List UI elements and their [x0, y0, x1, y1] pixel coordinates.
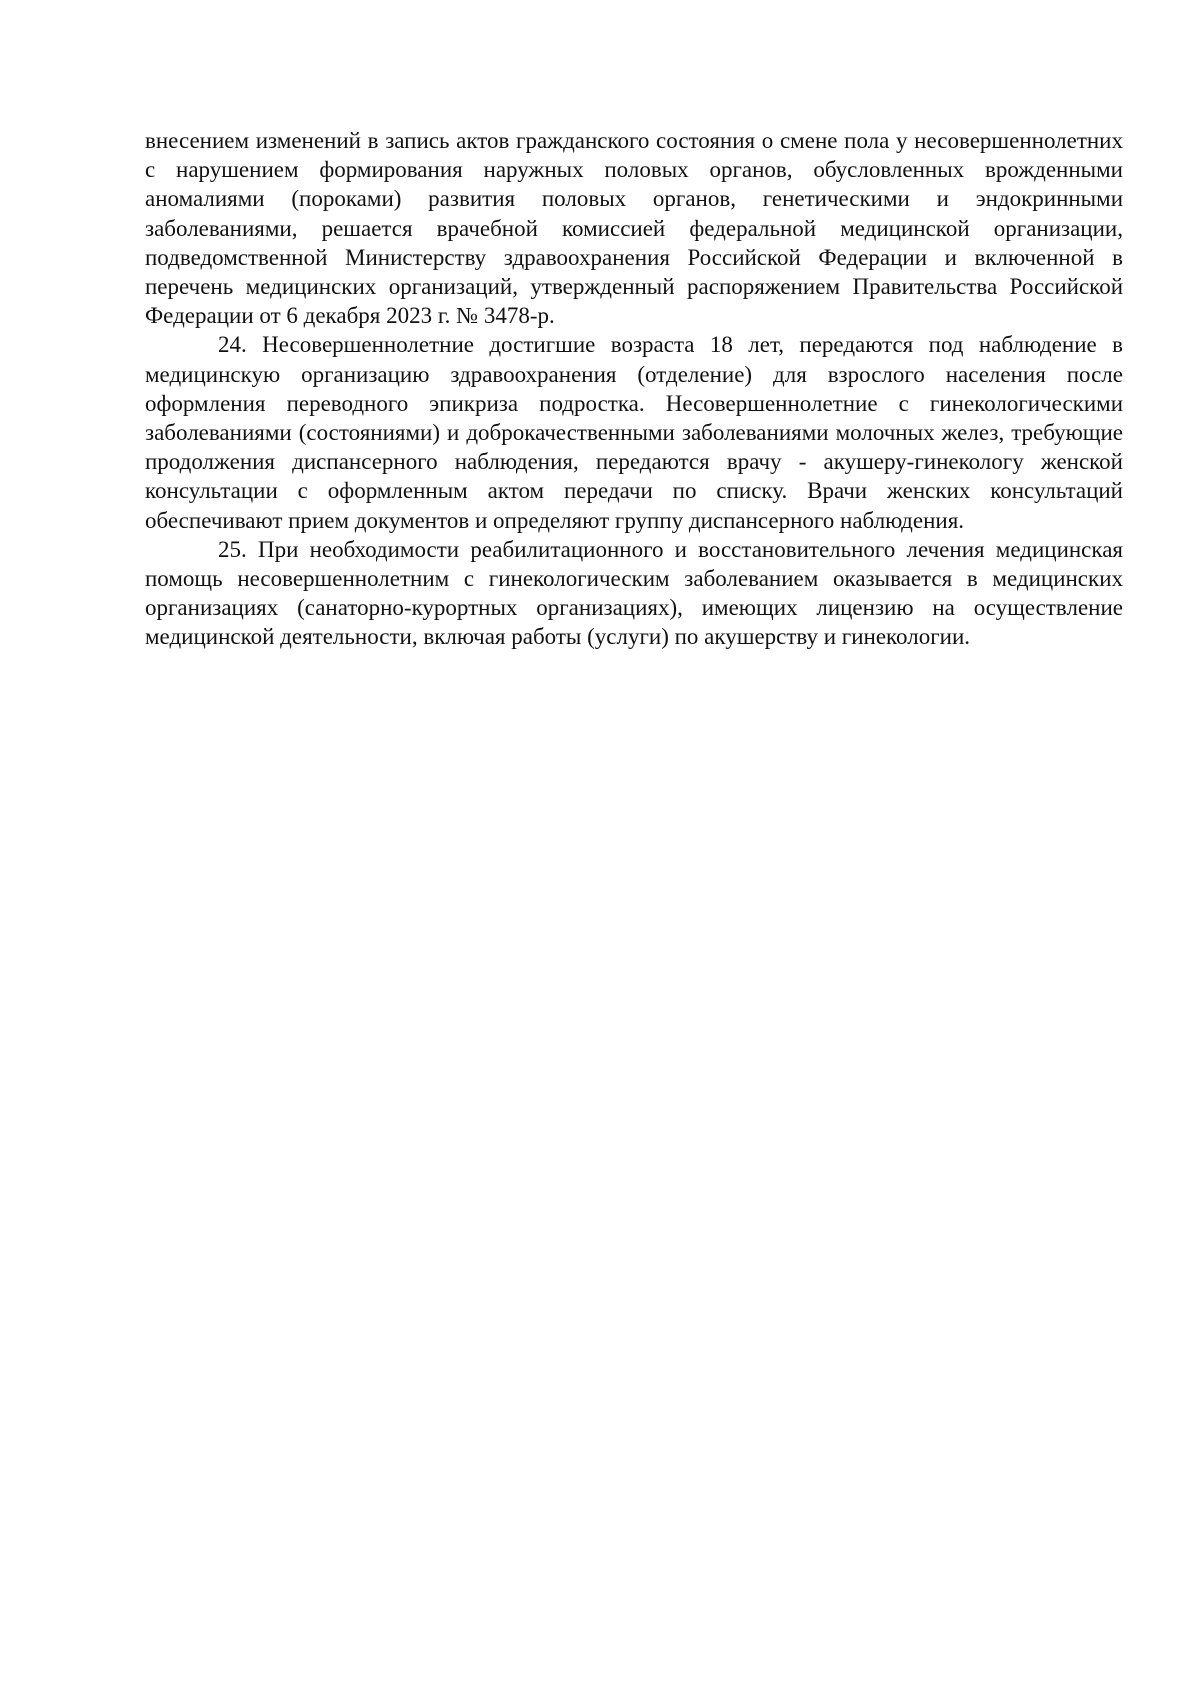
- paragraph-text: Несовершеннолетние достигшие возраста 18 лет, передаются под наблюдение в медицинскую организацию здравоохранения (отделение) для взрослого населения после оформления переводного эпикриза подростка. Несовершеннолетние с гинекологическими заболеваниями (состояниями) и доброкачественными заболеваниями молочных желез, требующие продолжения диспансерного наблюдения, передаются врачу - акушеру-гинекологу женской консультации с оформленным актом передачи по списку. Врачи женских консультаций обеспечивают прием документов и определяют группу диспансерного наблюдения.: [145, 332, 1123, 533]
- paragraph-continuation: [145, 126, 1123, 330]
- paragraph-number: 24.: [218, 332, 247, 358]
- paragraph-24: [145, 330, 1123, 534]
- paragraph-text: При необходимости реабилитационного и восстановительного лечения медицинская помощь несовершеннолетним с гинекологическим заболеванием оказывается в медицинских организациях (санаторно-курортных организациях), имеющих лицензию на осуществление медицинской деятельности, включая работы (услуги) по акушерству и гинекологии.: [145, 536, 1124, 650]
- document-body: [145, 126, 1123, 652]
- paragraph-text: внесением изменений в запись актов гражданского состояния о смене пола у несовершеннолетних с нарушением формирования наружных половых органов, обусловленных врожденными аномалиями (пороками) развития половых органов, генетическими и эндокринными заболеваниями, решается врачебной комиссией федеральной медицинской организации, подведомственной Министерству здравоохранения Российской Федерации и включенной в перечень медицинских организаций, утвержденный распоряжением Правительства Российской Федерации от 6 декабря 2023 г. № 3478-р.: [145, 128, 1123, 329]
- paragraph-number: 25.: [218, 536, 247, 562]
- paragraph-25: [145, 535, 1123, 652]
